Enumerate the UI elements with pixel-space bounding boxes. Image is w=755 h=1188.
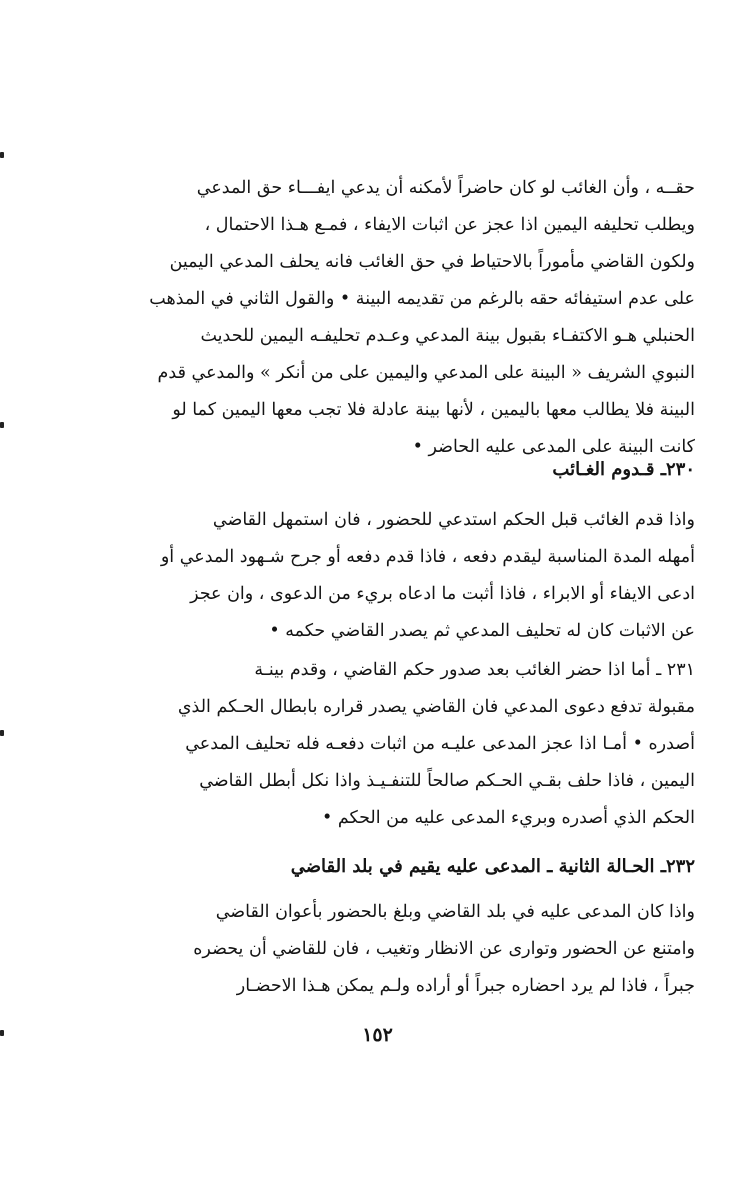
- scan-edge-mark: [0, 1030, 4, 1036]
- text-line: جبراً ، فاذا لم يرد احضاره جبراً أو أراده ولـم يمكن هـذا الاحضـار: [236, 976, 695, 996]
- text-line: النبوي الشريف « البينة على المدعي واليمين على من أنكر » والمدعي قدم: [157, 363, 695, 383]
- text-line: ادعى الايفاء أو الابراء ، فاذا أثبت ما ادعاه بريء من الدعوى ، وان عجز: [190, 584, 695, 604]
- scan-edge-mark: [0, 152, 4, 158]
- text-line: الحنبلي هـو الاكتفـاء بقبول بينة المدعي وعـدم تحليفـه اليمين للحديث: [200, 326, 695, 346]
- section-heading-232: ٢٣٢ـ الحـالة الثانية ـ المدعى عليه يقيم في بلد القاضي: [290, 856, 695, 877]
- paragraph-1: [120, 170, 695, 466]
- text-line: أصدره • أمـا اذا عجز المدعى عليـه من اثبات دفعـه فله تحليف المدعي: [185, 734, 695, 754]
- scan-edge-mark: [0, 730, 4, 736]
- page-number: ١٥٢: [362, 1024, 393, 1046]
- text-line: واذا كان المدعى عليه في بلد القاضي وبلغ بالحضور بأعوان القاضي: [215, 902, 695, 922]
- paragraph-231: [120, 652, 695, 837]
- text-line: ولكون القاضي مأموراً بالاحتياط في حق الغائب فانه يحلف المدعي اليمين: [169, 252, 695, 272]
- paragraph-230: [120, 502, 695, 650]
- section-heading-230: ٢٣٠ـ قـدوم الغـائب: [552, 459, 695, 480]
- text-line: أمهله المدة المناسبة ليقدم دفعه ، فاذا قدم دفعه أو جرح شـهود المدعي أو: [160, 547, 695, 567]
- text-line: كانت البينة على المدعى عليه الحاضر •: [412, 437, 695, 457]
- text-line: على عدم استيفائه حقه بالرغم من تقديمه البينة • والقول الثاني في المذهب: [149, 289, 695, 309]
- text-line: عن الاثبات كان له تحليف المدعي ثم يصدر القاضي حكمه •: [269, 621, 695, 641]
- text-line: اليمين ، فاذا حلف بقـي الحـكم صالحاً للتنفـيـذ واذا نكل أبطل القاضي: [199, 771, 695, 791]
- text-line: مقبولة تدفع دعوى المدعي فان القاضي يصدر قراره بابطال الحـكم الذي: [177, 697, 695, 717]
- text-line: البينة فلا يطالب معها باليمين ، لأنها بينة عادلة فلا تجب معها اليمين كما لو: [172, 400, 695, 420]
- text-line: الحكم الذي أصدره وبريء المدعى عليه من الحكم •: [321, 808, 695, 828]
- text-line: وامتنع عن الحضور وتوارى عن الانظار وتغيب ، فان للقاضي أن يحضره: [193, 939, 695, 959]
- paragraph-232: [120, 894, 695, 1005]
- scan-edge-mark: [0, 422, 4, 428]
- text-line: حقــه ، وأن الغائب لو كان حاضراً لأمكنه أن يدعي ايفـــاء حق المدعي: [196, 178, 695, 198]
- text-line: واذا قدم الغائب قبل الحكم استدعي للحضور ، فان استمهل القاضي: [212, 510, 695, 530]
- text-line: ٢٣١ ـ أما اذا حضر الغائب بعد صدور حكم القاضي ، وقدم بينـة: [254, 660, 695, 680]
- text-line: ويطلب تحليفه اليمين اذا عجز عن اثبات الايفاء ، فمـع هـذا الاحتمال ،: [204, 215, 695, 235]
